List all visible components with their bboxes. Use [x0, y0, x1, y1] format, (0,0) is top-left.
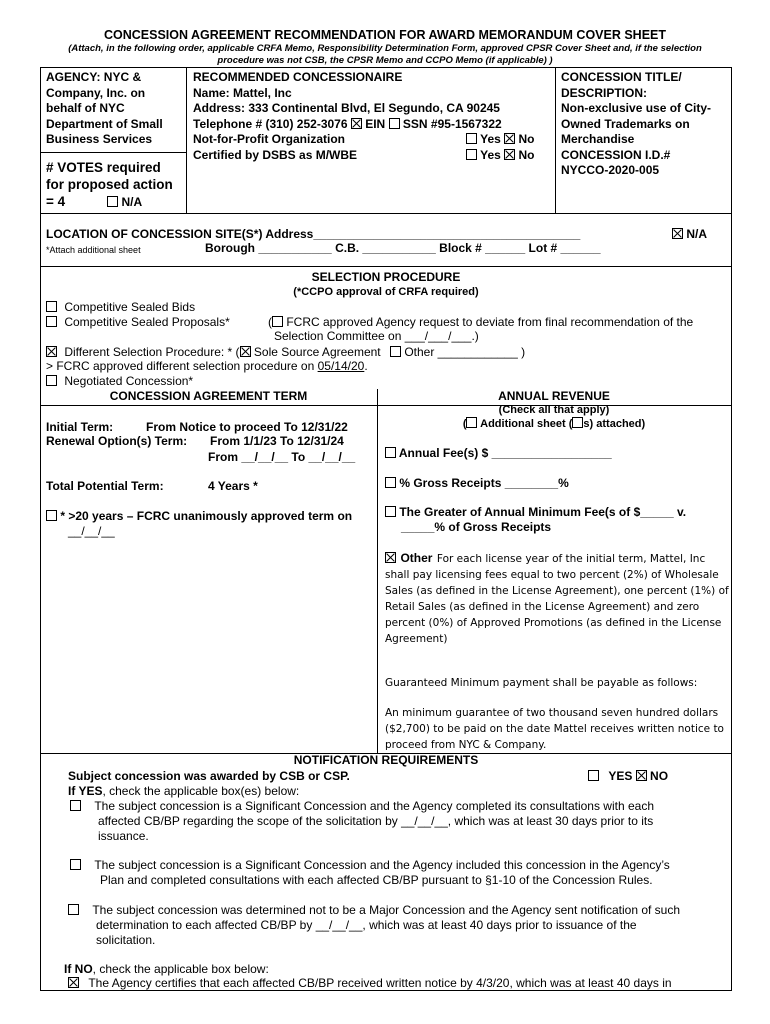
fcrc-diff-date: 05/14/20	[317, 359, 365, 373]
fcrc-request-line2: Selection Committee on ___/___/___.)	[274, 329, 479, 343]
certified-row	[193, 148, 551, 164]
different-procedure-row	[46, 345, 525, 360]
votes-line3: = 4	[46, 194, 66, 209]
item3-row	[68, 903, 680, 918]
certified-yes-label: Yes	[480, 147, 501, 162]
other-revenue-checkbox[interactable]	[385, 552, 396, 563]
csp-row	[46, 315, 230, 330]
other-revenue-text1: For each license year of the initial term, Mattel, Inc	[436, 553, 706, 565]
if-yes-text: , check the applicable box(es) below:	[102, 784, 300, 798]
fcrc-diff-label: > FCRC approved different selection procedure on	[46, 359, 315, 373]
fcrc-request-checkbox[interactable]	[272, 316, 283, 327]
greater-row	[385, 505, 686, 520]
minimum-line: An minimum guarantee of two thousand seven hundred dollars	[385, 707, 719, 719]
if-yes-label: If YES	[68, 784, 103, 798]
minimum-line: ($2,700) to be paid on the date Mattel receives written notice to	[385, 723, 724, 735]
location-na-checkbox[interactable]	[672, 228, 683, 239]
location-na	[672, 227, 707, 242]
ssn-label: SSN #95-1567322	[402, 116, 502, 131]
page-title: CONCESSION AGREEMENT RECOMMENDATION FOR AWARD MEMORANDUM COVER SHEET	[103, 28, 667, 42]
item2-row	[70, 858, 670, 873]
negotiated-row	[46, 374, 193, 389]
subtitle-line2: procedure was not CSB, the CPSR Memo and CCPO Memo (if applicable) )	[217, 55, 553, 66]
awarded-options	[588, 769, 668, 784]
subtitle-line1: (Attach, in the following order, applicable CRFA Memo, Responsibility Determination Form, approved CPSR Cover Sheet and, if the selection	[68, 43, 702, 54]
additional-sheet-label: Additional sheet (	[480, 418, 573, 430]
if-no-label: If NO	[64, 962, 93, 976]
bottom-border	[40, 990, 732, 991]
title-description-block	[561, 70, 711, 179]
sole-source-label: Sole Source Agreement	[253, 345, 381, 359]
title-line: CONCESSION TITLE/	[561, 70, 682, 84]
agency-block	[46, 70, 163, 148]
votes-na-checkbox[interactable]	[107, 196, 118, 207]
awarded-no-checkbox[interactable]	[636, 770, 647, 781]
concessionaire-phone-row	[193, 117, 551, 133]
item1-checkbox[interactable]	[70, 800, 81, 811]
title-line: Merchandise	[561, 132, 635, 146]
negotiated-checkbox[interactable]	[46, 375, 57, 386]
votes-na-label: N/A	[121, 195, 143, 209]
nonprofit-yes-label: Yes	[480, 132, 501, 146]
concessionaire-name: Name: Mattel, Inc	[193, 85, 292, 100]
annual-fee-row	[385, 446, 612, 461]
location-na-label: N/A	[686, 227, 708, 241]
concession-id: NYCCO-2020-005	[561, 163, 660, 177]
item1-line3: issuance.	[98, 829, 149, 843]
title-line: CONCESSION I.D.#	[561, 147, 671, 162]
other-revenue-block	[385, 549, 730, 647]
certified-no-checkbox[interactable]	[504, 149, 515, 160]
location-attach-note: *Attach additional sheet	[46, 245, 141, 255]
additional-sheets-checkbox[interactable]	[572, 417, 583, 428]
agency-line: Company, Inc. on	[46, 85, 146, 100]
awarded-yes-checkbox[interactable]	[588, 770, 599, 781]
item2-line2: Plan and completed consultations with each affected CB/BP pursuant to §1-10 of the Concession Rules.	[100, 873, 653, 887]
divider-location	[40, 213, 732, 214]
selection-heading: SELECTION PROCEDURE	[311, 270, 461, 284]
other-revenue-line: Retail Sales (as defined in the License Agreement) and zero	[385, 601, 700, 613]
negotiated-label: Negotiated Concession*	[64, 374, 194, 388]
divider-title	[555, 67, 556, 213]
concessionaire-heading: RECOMMENDED CONCESSIONAIRE	[193, 70, 403, 84]
revenue-check-all: (Check all that apply)	[498, 404, 610, 416]
if-no-text: , check the applicable box below:	[92, 962, 269, 976]
votes-line3-row	[46, 193, 173, 211]
renewal-term-value2: From __/__/__ To __/__/__	[208, 450, 356, 464]
item3-line1: The subject concession was determined not to be a Major Concession and the Agency sent notification of such	[92, 903, 681, 917]
selection-subheading: (*CCPO approval of CRFA required)	[293, 286, 479, 298]
csb-checkbox[interactable]	[46, 301, 57, 312]
ein-checkbox[interactable]	[351, 118, 362, 129]
other-procedure-label: Other ____________ )	[404, 345, 526, 359]
other-revenue-line: shall pay licensing fees equal to two percent (2%) of Wholesale	[385, 569, 719, 581]
nonprofit-label: Not-for-Profit Organization	[193, 132, 345, 146]
gross-receipts-row	[385, 476, 569, 491]
item1-row	[70, 799, 654, 814]
agency-line: AGENCY: NYC &	[46, 70, 142, 84]
other-procedure-checkbox[interactable]	[390, 346, 401, 357]
term-heading: CONCESSION AGREEMENT TERM	[109, 389, 308, 403]
certified-yes-checkbox[interactable]	[466, 149, 477, 160]
other-revenue-line: Sales (as defined in the License Agreement), one percent (1%) of	[385, 585, 729, 597]
awarded-yes-label: YES	[608, 769, 633, 783]
minimum-line: proceed from NYC & Company.	[385, 739, 547, 751]
csp-checkbox[interactable]	[46, 316, 57, 327]
divider-votes	[40, 152, 187, 153]
csb-row	[46, 300, 195, 315]
over20-date: __/__/__	[68, 524, 115, 538]
annual-fee-label: Annual Fee(s) $ __________________	[398, 446, 612, 460]
awarded-no-label: NO	[650, 769, 669, 783]
votes-line2: for proposed action	[46, 177, 173, 192]
title-line: Non-exclusive use of City-	[561, 101, 712, 115]
fcrc-diff-row: > FCRC approved different selection procedure on 05/14/20.	[46, 359, 368, 373]
gross-receipts-checkbox[interactable]	[385, 477, 396, 488]
sole-source-checkbox[interactable]	[240, 346, 251, 357]
agency-line: Department of Small	[46, 116, 163, 131]
divider-selection	[40, 266, 732, 267]
certify-checkbox[interactable]	[68, 977, 79, 988]
item2-checkbox[interactable]	[70, 859, 81, 870]
different-procedure-label: Different Selection Procedure: * (	[64, 345, 240, 359]
minimum-guarantee-block	[385, 705, 724, 753]
agency-line: Business Services	[46, 132, 153, 146]
divider-agency	[186, 67, 187, 213]
revenue-additional-row: ( Additional sheet ( s) attached)	[462, 418, 646, 430]
initial-term-label: Initial Term:	[46, 420, 114, 434]
additional-sheet-label2: s) attached)	[583, 418, 646, 430]
fcrc-request-row: ( FCRC approved Agency request to deviate from final recommendation of the	[268, 315, 694, 329]
annual-fee-checkbox[interactable]	[385, 447, 396, 458]
certify-label: The Agency certifies that each affected CB/BP received written notice by 4/3/20, which was at least 40 days in	[88, 976, 672, 990]
concessionaire-address: Address: 333 Continental Blvd, El Segundo, CA 90245	[193, 101, 500, 115]
location-line2: Borough ___________ C.B. ___________ Block # ______ Lot # ______	[205, 241, 601, 255]
votes-line1: # VOTES required	[46, 160, 161, 175]
additional-sheet-checkbox[interactable]	[466, 417, 477, 428]
certified-options	[466, 148, 535, 164]
different-procedure-checkbox[interactable]	[46, 346, 57, 357]
nonprofit-no-checkbox[interactable]	[504, 133, 515, 144]
notification-heading: NOTIFICATION REQUIREMENTS	[293, 753, 479, 767]
title-line: DESCRIPTION:	[561, 85, 648, 100]
ein-label: EIN	[365, 116, 386, 131]
csp-label: Competitive Sealed Proposals*	[64, 315, 230, 329]
renewal-term-value: From 1/1/23 To 12/31/24	[210, 434, 344, 448]
over20-checkbox[interactable]	[46, 510, 57, 521]
item1-line1: The subject concession is a Significant Concession and the Agency completed its consultations with each	[94, 799, 654, 813]
certified-label: Certified by DSBS as M/WBE	[193, 147, 358, 162]
certified-no-label: No	[518, 147, 535, 162]
if-yes-row	[68, 784, 299, 799]
votes-block	[46, 159, 173, 211]
total-term-label: Total Potential Term:	[46, 479, 164, 493]
ssn-checkbox[interactable]	[389, 118, 400, 129]
item2-line1: The subject concession is a Significant Concession and the Agency included this concession in the Agency’s	[94, 858, 670, 872]
renewal-term-label: Renewal Option(s) Term:	[46, 434, 188, 448]
total-term-value: 4 Years *	[208, 479, 258, 493]
other-revenue-line: percent (0%) of Approved Promotions (as defined in the License	[385, 617, 722, 629]
greater-checkbox[interactable]	[385, 506, 396, 517]
other-revenue-first-row	[385, 549, 730, 567]
fcrc-request-label: FCRC approved Agency request to deviate from final recommendation of the	[286, 315, 694, 329]
item3-checkbox[interactable]	[68, 904, 79, 915]
left-border	[40, 67, 41, 990]
item1-line2: affected CB/BP regarding the scope of the solicitation by __/__/__, which was at least 30 days prior to its	[98, 814, 654, 828]
awarded-label: Subject concession was awarded by CSB or CSP.	[68, 769, 350, 783]
other-revenue-label: Other	[400, 551, 433, 565]
item3-line3: solicitation.	[96, 933, 156, 947]
right-border	[731, 67, 732, 990]
title-line: Owned Trademarks on	[561, 116, 690, 131]
if-no-row	[64, 962, 269, 977]
other-revenue-line: Agreement)	[385, 633, 448, 645]
nonprofit-row	[193, 132, 551, 148]
over20-label: * >20 years – FCRC unanimously approved term on	[60, 509, 353, 523]
greater-label2: _____% of Gross Receipts	[401, 520, 552, 534]
greater-label: The Greater of Annual Minimum Fee(s of $_____ v.	[399, 505, 687, 519]
item3-line2: determination to each affected CB/BP by __/__/__, which was at least 40 days prior to issuance of the	[96, 918, 637, 932]
initial-term-value: From Notice to proceed To 12/31/22	[146, 420, 348, 434]
agency-line: behalf of NYC	[46, 101, 125, 115]
nonprofit-no-label: No	[518, 132, 535, 146]
concessionaire-block	[193, 70, 551, 163]
nonprofit-options	[466, 132, 535, 148]
over20-row	[46, 509, 352, 524]
nonprofit-yes-checkbox[interactable]	[466, 133, 477, 144]
certify-row	[68, 976, 672, 991]
top-border	[40, 67, 732, 68]
divider-term-revenue	[377, 389, 378, 753]
guaranteed-minimum-label: Guaranteed Minimum payment shall be payable as follows:	[385, 677, 698, 689]
concessionaire-telephone: Telephone # (310) 252-3076	[193, 116, 348, 131]
gross-receipts-label: % Gross Receipts ________%	[399, 476, 569, 490]
revenue-heading: ANNUAL REVENUE	[498, 389, 610, 403]
csb-label: Competitive Sealed Bids	[64, 300, 196, 314]
location-line1: LOCATION OF CONCESSION SITE(S*) Address________________________________________	[46, 227, 581, 241]
